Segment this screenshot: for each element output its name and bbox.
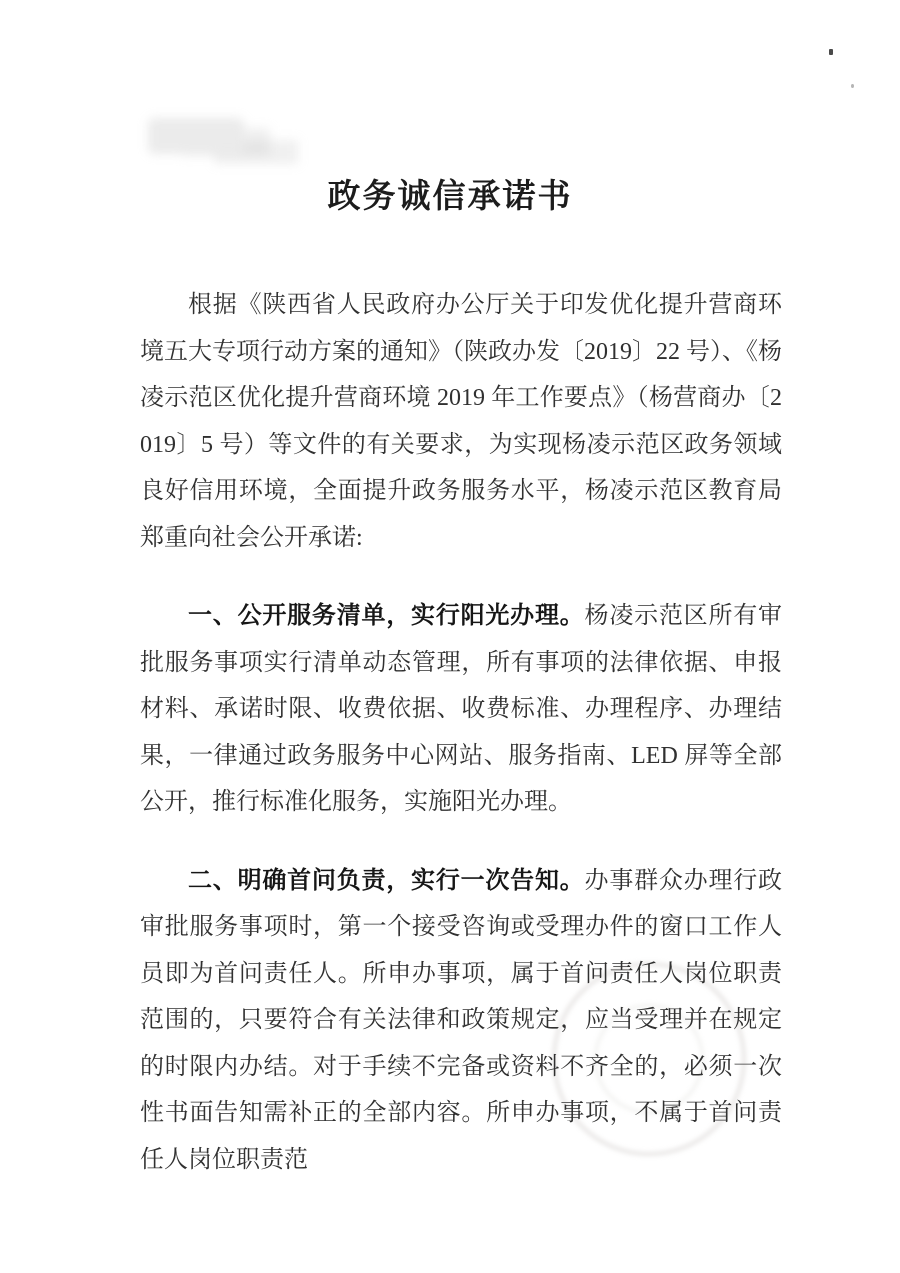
item-1-paragraph (140, 593, 782, 826)
item-1-lead: 一、公开服务清单，实行阳光办理。 (188, 602, 585, 629)
document-title: 政务诚信承诺书 (327, 177, 573, 214)
scan-artifact-speck (851, 84, 854, 88)
scan-artifact-speck (829, 49, 833, 55)
paragraph-text: 根据《陕西省人民政府办公厅关于印发优化提升营商环境五大专项行动方案的通知》（陕政办发〔2019〕22 号）、《杨凌示范区优化提升营商环境 2019 年工作要点》（杨营商办〔2019〕5 号）等文件的有关要求，为实现杨凌示范区政务领域良好信用环境，全面提升政务服务水平，杨凌示范区教育局郑重向社会公开承诺: (140, 292, 782, 551)
paragraph-text: 办事群众办理行政审批服务事项时，第一个接受咨询或受理办件的窗口工作人员即为首问责任人。所申办事项，属于首问责任人岗位职责范围的，只要符合有关法律和政策规定，应当受理并在规定的时限内办结。对于手续不完备或资料不齐全的，必须一次性书面告知需补正的全部内容。所申办事项，不属于首问责任人岗位职责范 (140, 867, 783, 1173)
paragraph-text: 杨凌示范区所有审批服务事项实行清单动态管理，所有事项的法律依据、申报材料、承诺时限、收费依据、收费标准、办理程序、办理结果，一律通过政务服务中心网站、服务指南、LED 屏等全部公开，推行标准化服务，实施阳光办理。 (140, 603, 783, 815)
scan-artifact-smudge (148, 118, 244, 154)
item-2-lead: 二、明确首问负责，实行一次告知。 (188, 866, 585, 894)
document-body (140, 282, 782, 1183)
item-2-paragraph (140, 858, 782, 1184)
intro-paragraph (140, 282, 782, 561)
